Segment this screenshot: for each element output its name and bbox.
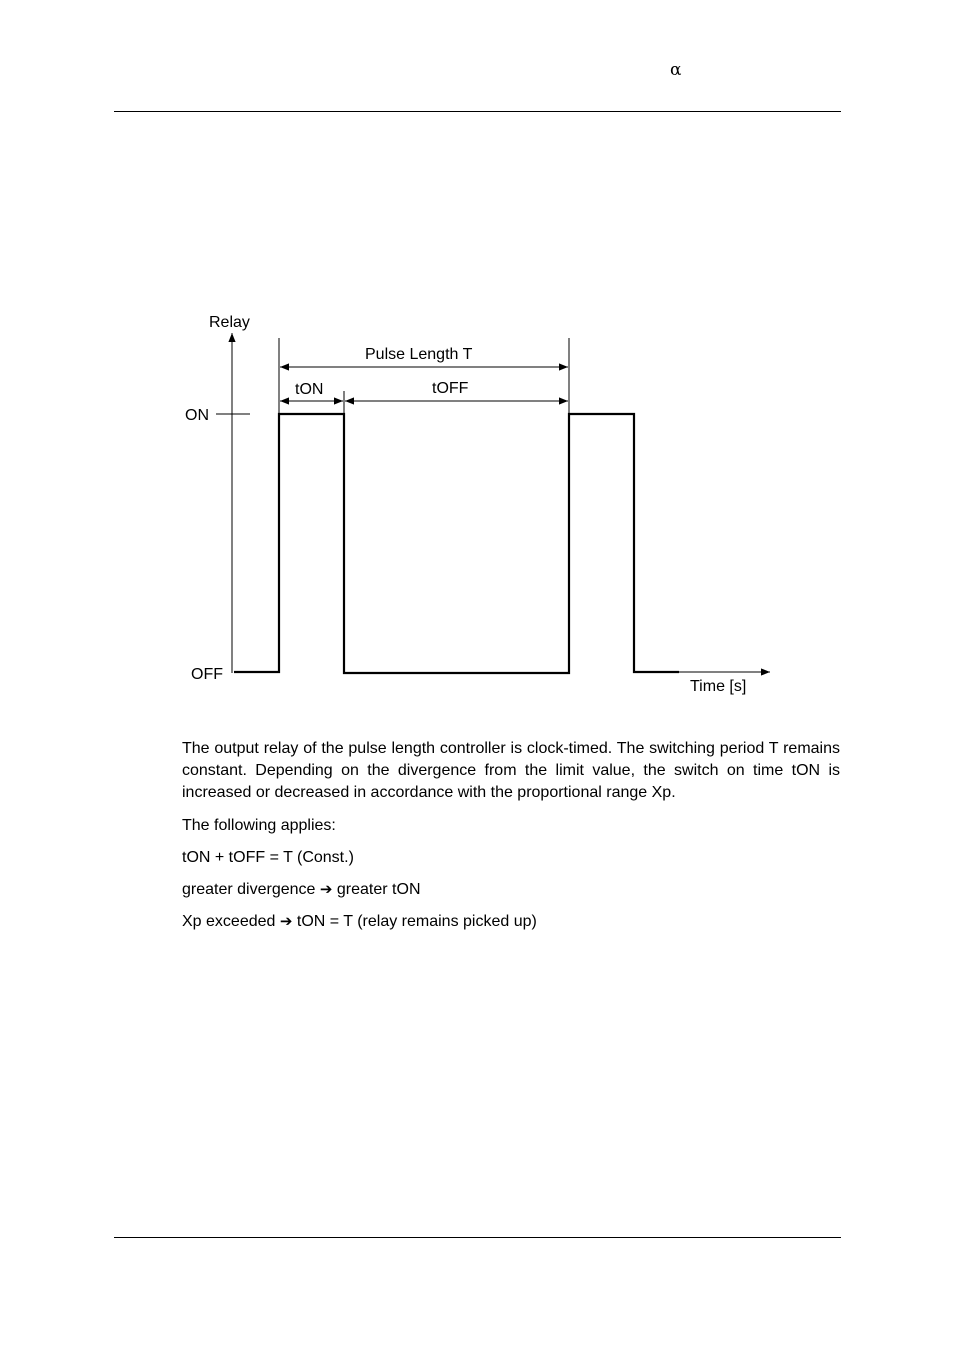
on-label: ON: [185, 407, 209, 424]
rule-divergence-left: greater divergence: [182, 881, 316, 898]
relay-waveform: [234, 414, 679, 673]
pulse-length-label: Pulse Length T: [365, 346, 473, 363]
rule-divergence-right: greater tON: [336, 881, 421, 898]
rule-xp-line: [182, 910, 537, 933]
off-label: OFF: [191, 666, 223, 683]
heavy-right-arrow-icon: ➔: [319, 880, 333, 898]
applies-line: The following applies:: [182, 817, 336, 834]
rule-xp-left: Xp exceeded: [182, 913, 276, 930]
description-paragraph: The output relay of the pulse length controller is clock-timed. The switching period T remains constant. Depending on the divergence from the limit value, the switch on time tON is increased or decreased in accordance with the proportional range Xp.: [182, 740, 840, 801]
footer-rule: [114, 1237, 841, 1238]
formula-line: tON + tOFF = T (Const.): [182, 849, 354, 866]
heavy-right-arrow-icon: ➔: [279, 912, 293, 930]
y-axis-label: Relay: [209, 314, 250, 331]
x-axis-label: Time [s]: [690, 678, 747, 695]
rule-xp-right: tON = T (relay remains picked up): [296, 913, 537, 930]
header-symbol: α: [670, 60, 682, 80]
rule-divergence-line: [182, 878, 421, 901]
toff-label: tOFF: [432, 380, 469, 397]
ton-label: tON: [295, 381, 324, 398]
